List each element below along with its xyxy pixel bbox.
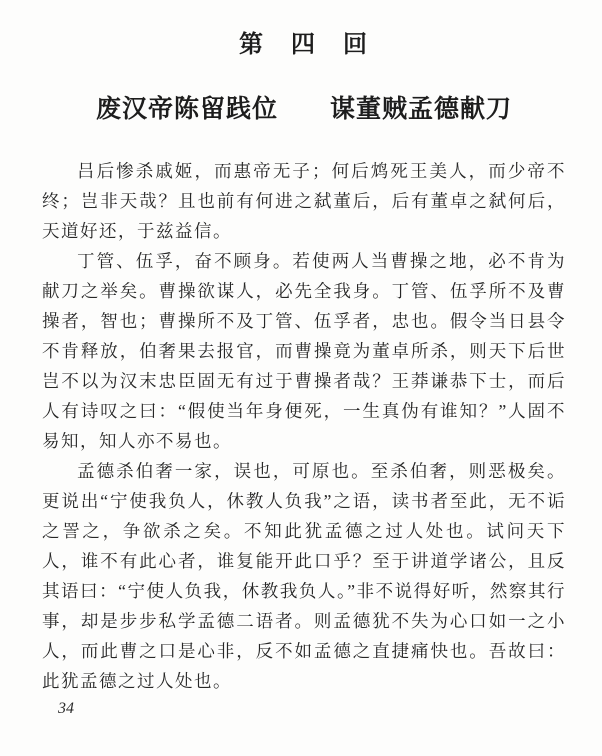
chapter-subtitle: 废汉帝陈留践位 谋董贼孟德献刀 (95, 95, 512, 123)
chapter-title: 第 四 回 (239, 31, 369, 58)
page-number: 34 (58, 700, 74, 717)
commentary-paragraph-3: 孟德杀伯奢一家，误也，可原也。至杀伯奢，则恶极矣。更说出“宁使我负人，休教人负我”之语，读书者至此，无不诟之詈之，争欲杀之矣。不知此犹孟德之过人处也。试问天下人，谁不有此心者，谁复能开此口乎？至于讲道学诸公，且反其语曰：“宁使人负我，休教我负人。”非不说得好听，然察其行事，却是步步私学孟德二语者。则孟德犹不失为心口如一之小人，而此曹之口是心非，反不如孟德之直捷痛快也。吾故曰：此犹孟德之过人处也。 (42, 461, 566, 691)
commentary-paragraph-2: 丁管、伍孚，奋不顾身。若使两人当曹操之地，必不肯为献刀之举矣。曹操欲谋人，必先全我身。丁管、伍孚所不及曹操者，智也；曹操所不及丁管、伍孚者，忠也。假令当日县令不肯释放，伯奢果去报官，而曹操竟为董卓所杀，则天下后世岂不以为汉末忠臣固无有过于曹操者哉？王莽谦恭下士，而后人有诗叹之曰：“假使当年身便死，一生真伪有谁知？”人固不易知，知人亦不易也。 (42, 251, 566, 451)
commentary-body (42, 156, 566, 696)
commentary-paragraph-1: 吕后惨杀戚姬，而惠帝无子；何后鸩死王美人，而少帝不终；岂非天哉？且也前有何进之弑董后，后有董卓之弑何后，天道好还，于兹益信。 (42, 161, 566, 241)
